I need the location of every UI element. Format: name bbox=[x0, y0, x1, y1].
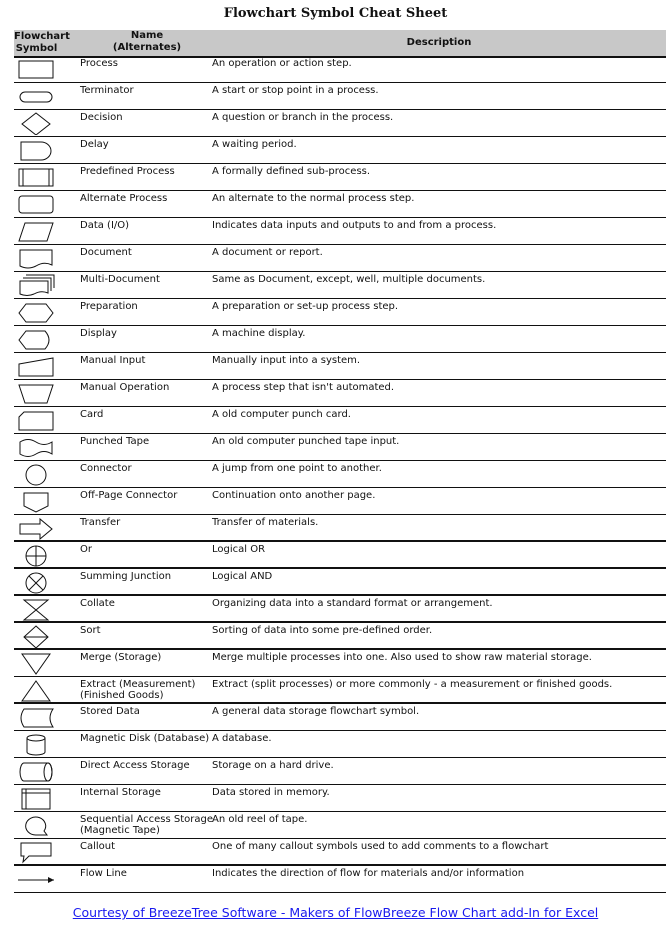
symbol-name bbox=[80, 355, 220, 366]
symbol-name-line1: Decision bbox=[80, 112, 123, 123]
symbol-description: An old computer punched tape input. bbox=[212, 436, 400, 447]
symbol-name bbox=[80, 706, 220, 717]
table-row bbox=[14, 785, 666, 812]
table-row bbox=[14, 434, 666, 461]
symbol-name bbox=[80, 139, 220, 150]
symbol-name bbox=[80, 733, 220, 744]
table-row bbox=[14, 731, 666, 758]
symbol-name bbox=[80, 490, 220, 501]
header-name bbox=[82, 30, 212, 54]
table-row bbox=[14, 677, 666, 704]
symbol-name-line1: Punched Tape bbox=[80, 436, 150, 447]
extract-icon bbox=[16, 679, 56, 702]
symbol-description: Same as Document, except, well, multiple documents. bbox=[212, 274, 486, 285]
table-row bbox=[14, 218, 666, 245]
manual-input-icon bbox=[16, 355, 56, 378]
symbol-description: An alternate to the normal process step. bbox=[212, 193, 415, 204]
header-name-line2: (Alternates) bbox=[112, 42, 182, 53]
data-icon bbox=[16, 220, 56, 243]
symbol-name bbox=[80, 760, 220, 771]
multi-document-icon bbox=[16, 274, 56, 297]
table-row bbox=[14, 461, 666, 488]
symbol-description: A process step that isn't automated. bbox=[212, 382, 395, 393]
symbol-description: A waiting period. bbox=[212, 139, 297, 150]
symbol-description: Indicates data inputs and outputs to and from a process. bbox=[212, 220, 497, 231]
symbol-name-line2: (Magnetic Tape) bbox=[80, 825, 160, 836]
symbol-description: A start or stop point in a process. bbox=[212, 85, 379, 96]
symbol-name-line1: Preparation bbox=[80, 301, 138, 312]
symbol-name-line1: Extract (Measurement) bbox=[80, 679, 196, 690]
symbol-name bbox=[80, 571, 220, 582]
table-row bbox=[14, 542, 666, 569]
symbol-name bbox=[80, 787, 220, 798]
symbol-name bbox=[80, 841, 220, 852]
symbol-name-line1: Transfer bbox=[80, 517, 121, 528]
table-row bbox=[14, 110, 666, 137]
symbol-name-line1: Flow Line bbox=[80, 868, 127, 879]
symbol-name-line1: Summing Junction bbox=[80, 571, 172, 582]
off-page-connector-icon bbox=[16, 490, 56, 513]
process-icon bbox=[16, 58, 56, 81]
symbol-table bbox=[14, 56, 666, 893]
symbol-name bbox=[80, 409, 220, 420]
symbol-description: Storage on a hard drive. bbox=[212, 760, 334, 771]
symbol-description: A general data storage flowchart symbol. bbox=[212, 706, 420, 717]
symbol-name-line2: (Finished Goods) bbox=[80, 690, 164, 701]
symbol-description: Merge multiple processes into one. Also used to show raw material storage. bbox=[212, 652, 592, 663]
symbol-description: A document or report. bbox=[212, 247, 323, 258]
symbol-name bbox=[80, 517, 220, 528]
symbol-name-line1: Data (I/O) bbox=[80, 220, 130, 231]
symbol-name bbox=[80, 598, 220, 609]
symbol-name-line1: Multi-Document bbox=[80, 274, 160, 285]
terminator-icon bbox=[16, 85, 56, 108]
symbol-name-line1: Delay bbox=[80, 139, 109, 150]
symbol-name-line1: Internal Storage bbox=[80, 787, 161, 798]
symbol-name-line1: Sequential Access Storage bbox=[80, 814, 213, 825]
symbol-description: One of many callout symbols used to add comments to a flowchart bbox=[212, 841, 549, 852]
table-row bbox=[14, 839, 666, 866]
symbol-name-line1: Stored Data bbox=[80, 706, 140, 717]
or-icon bbox=[16, 544, 56, 567]
table-row bbox=[14, 272, 666, 299]
symbol-name bbox=[80, 247, 220, 258]
symbol-name-line1: Collate bbox=[80, 598, 115, 609]
symbol-name bbox=[80, 85, 220, 96]
symbol-name-line1: Callout bbox=[80, 841, 116, 852]
symbol-name-line1: Card bbox=[80, 409, 104, 420]
punched-tape-icon bbox=[16, 436, 56, 459]
symbol-name bbox=[80, 679, 220, 701]
table-row bbox=[14, 569, 666, 596]
symbol-description: Organizing data into a standard format or arrangement. bbox=[212, 598, 493, 609]
delay-icon bbox=[16, 139, 56, 162]
table-row bbox=[14, 164, 666, 191]
symbol-description: A question or branch in the process. bbox=[212, 112, 394, 123]
footer bbox=[0, 905, 671, 920]
symbol-name-line1: Manual Input bbox=[80, 355, 146, 366]
symbol-name-line1: Magnetic Disk (Database) bbox=[80, 733, 210, 744]
symbol-description: A preparation or set-up process step. bbox=[212, 301, 399, 312]
symbol-description: A machine display. bbox=[212, 328, 306, 339]
symbol-name bbox=[80, 868, 220, 879]
manual-operation-icon bbox=[16, 382, 56, 405]
table-row bbox=[14, 353, 666, 380]
symbol-name bbox=[80, 274, 220, 285]
preparation-icon bbox=[16, 301, 56, 324]
table-row bbox=[14, 812, 666, 839]
symbol-description: A database. bbox=[212, 733, 272, 744]
table-row bbox=[14, 407, 666, 434]
symbol-name-line1: Sort bbox=[80, 625, 101, 636]
table-row bbox=[14, 56, 666, 83]
table-row bbox=[14, 488, 666, 515]
symbol-name bbox=[80, 652, 220, 663]
symbol-name bbox=[80, 544, 220, 555]
header-symbol: Flowchart Symbol bbox=[14, 31, 70, 54]
display-icon bbox=[16, 328, 56, 351]
symbol-description: An old reel of tape. bbox=[212, 814, 308, 825]
symbol-name bbox=[80, 382, 220, 393]
connector-icon bbox=[16, 463, 56, 486]
table-row bbox=[14, 380, 666, 407]
symbol-name-line1: Or bbox=[80, 544, 92, 555]
header-name-line1: Name bbox=[130, 30, 164, 41]
table-header bbox=[14, 30, 666, 58]
symbol-description: Data stored in memory. bbox=[212, 787, 330, 798]
symbol-name bbox=[80, 193, 220, 204]
table-row bbox=[14, 623, 666, 650]
symbol-description: Indicates the direction of flow for materials and/or information bbox=[212, 868, 525, 879]
symbol-description: A formally defined sub-process. bbox=[212, 166, 371, 177]
transfer-icon bbox=[16, 517, 56, 540]
table-row bbox=[14, 299, 666, 326]
symbol-name-line1: Document bbox=[80, 247, 132, 258]
alternate-process-icon bbox=[16, 193, 56, 216]
table-row bbox=[14, 515, 666, 542]
symbol-name-line1: Alternate Process bbox=[80, 193, 168, 204]
symbol-name bbox=[80, 112, 220, 123]
symbol-description: Logical OR bbox=[212, 544, 266, 555]
callout-icon bbox=[16, 841, 56, 864]
symbol-description: Continuation onto another page. bbox=[212, 490, 376, 501]
direct-access-storage-icon bbox=[16, 760, 56, 783]
symbol-name bbox=[80, 328, 220, 339]
symbol-description: Logical AND bbox=[212, 571, 273, 582]
symbol-description: Manually input into a system. bbox=[212, 355, 361, 366]
page-title: Flowchart Symbol Cheat Sheet bbox=[223, 6, 448, 21]
merge-icon bbox=[16, 652, 56, 675]
flow-line-icon bbox=[16, 868, 56, 891]
summing-junction-icon bbox=[16, 571, 56, 594]
sequential-access-storage-icon bbox=[16, 814, 56, 837]
table-row bbox=[14, 326, 666, 353]
symbol-name bbox=[80, 814, 220, 836]
symbol-description: An operation or action step. bbox=[212, 58, 352, 69]
symbol-name bbox=[80, 463, 220, 474]
predefined-process-icon bbox=[16, 166, 56, 189]
table-row bbox=[14, 704, 666, 731]
symbol-description: A jump from one point to another. bbox=[212, 463, 382, 474]
card-icon bbox=[16, 409, 56, 432]
collate-icon bbox=[16, 598, 56, 621]
symbol-name-line1: Manual Operation bbox=[80, 382, 170, 393]
table-row bbox=[14, 866, 666, 893]
symbol-name bbox=[80, 220, 220, 231]
symbol-name bbox=[80, 166, 220, 177]
table-row bbox=[14, 245, 666, 272]
symbol-name-line1: Display bbox=[80, 328, 117, 339]
symbol-name bbox=[80, 436, 220, 447]
courtesy-link[interactable]: Courtesy of BreezeTree Software - Makers of FlowBreeze Flow Chart add-In for Excel bbox=[72, 905, 599, 920]
symbol-name-line1: Process bbox=[80, 58, 118, 69]
table-row bbox=[14, 83, 666, 110]
symbol-description: Transfer of materials. bbox=[212, 517, 319, 528]
symbol-name-line1: Merge (Storage) bbox=[80, 652, 162, 663]
symbol-description: Sorting of data into some pre-defined order. bbox=[212, 625, 433, 636]
symbol-name-line1: Direct Access Storage bbox=[80, 760, 190, 771]
magnetic-disk-icon bbox=[16, 733, 56, 756]
table-row bbox=[14, 191, 666, 218]
decision-icon bbox=[16, 112, 56, 135]
table-row bbox=[14, 758, 666, 785]
symbol-name-line1: Predefined Process bbox=[80, 166, 175, 177]
symbol-name bbox=[80, 301, 220, 312]
header-description: Description bbox=[406, 37, 472, 48]
symbol-name-line1: Connector bbox=[80, 463, 132, 474]
internal-storage-icon bbox=[16, 787, 56, 810]
symbol-name bbox=[80, 625, 220, 636]
table-row bbox=[14, 596, 666, 623]
stored-data-icon bbox=[16, 706, 56, 729]
symbol-name bbox=[80, 58, 220, 69]
symbol-name-line1: Off-Page Connector bbox=[80, 490, 178, 501]
symbol-name-line1: Terminator bbox=[80, 85, 134, 96]
table-row bbox=[14, 650, 666, 677]
symbol-description: A old computer punch card. bbox=[212, 409, 351, 420]
document-icon bbox=[16, 247, 56, 270]
table-row bbox=[14, 137, 666, 164]
symbol-description: Extract (split processes) or more commonly - a measurement or finished goods. bbox=[212, 679, 613, 690]
sort-icon bbox=[16, 625, 56, 648]
